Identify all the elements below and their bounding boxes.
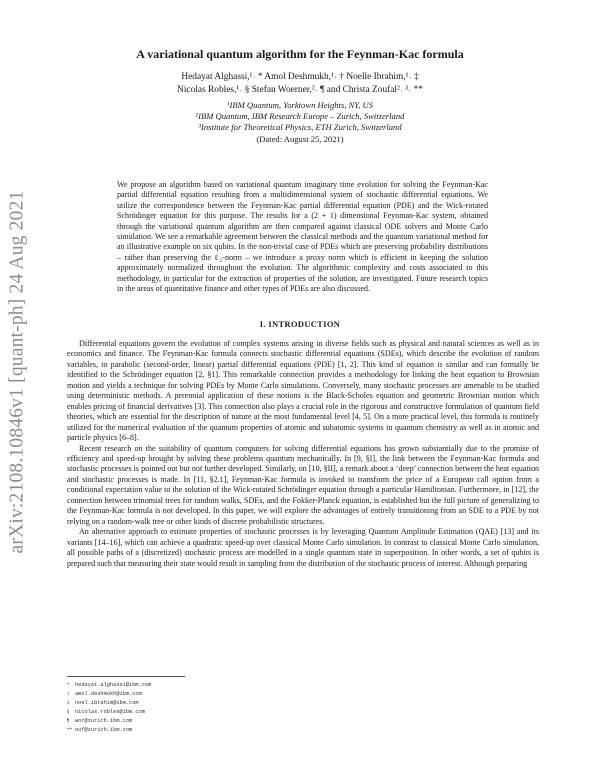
author-list-line-2: Nicolas Robles,¹˒ § Stefan Woerner,²˒ ¶ and Christa Zoufal²˒ ³˒ **	[177, 85, 423, 95]
footnote: ** ouf@zurich.ibm.com	[67, 727, 133, 734]
paper-title: A variational quantum algorithm for the Feynman-Kac formula	[136, 47, 464, 61]
footnote-divider	[67, 676, 185, 677]
affiliation-3: ³Institute for Theoretical Physics, ETH Zurich, Switzerland	[198, 122, 402, 132]
author-list-line-1: Hedayat Alghassi,¹˒ * Amol Deshmukh,¹˒ † Noelle Ibrahim,¹˒ ‡	[181, 72, 419, 82]
footnote: * hedayat.alghassi@ibm.com	[67, 682, 152, 688]
section-heading: I. INTRODUCTION	[259, 320, 341, 329]
arxiv-stamp	[2, 152, 32, 592]
paragraph: Differential equations govern the evolution of complex systems arising in diverse fields such as physical and natural sciences as well as in economics and finance. The Feynman-Kac formula connects stochastic differential equations (SDEs), which describe the evolution of random variables, to parabolic (second-order, linear) partial differential equations (PDE) [1, 2]. This kind of equation is similar and can formally be identified to the Schrödinger equation [2, §1]. This remarkable connection provides a methodology for linking the heat equation to Brownian motion and yields a technique for solving PDEs by Monte Carlo simulations. Conversely, many stochastic processes are amenable to be studied using deterministic methods. A perennial application of these notions is the Black-Scholes equation and geometric Brownian motion which enables pricing of financial derivatives [3]. This connection also plays a crucial role in the rigorous and constructive formulation of quantum field theories, which are essential for the description of nature at the most fundamental level [4, 5]. On a more practical level, this formula is routinely utilized for the numerical evaluation of the quantum properties of atomic and subatomic systems in quantum chemistry as well as in atomic and particle physics [6–8].	[67, 339, 539, 443]
paragraph: An alternative approach to estimate properties of stochastic processes is by leveraging Quantum Amplitude Estimation (QAE) [13] and its variants [14–16], which can achieve a quadratic speed-up over classical Monte Carlo simulation. In contrast to classical Monte Carlo simulation, all possible paths of a (discretized) stochastic process are modelled in a single quantum state in superposition. In other words, a set of qubits is prepared such that measuring their state would result in sampling from the distribution of the stochastic process of interest. Although preparing	[67, 527, 539, 568]
date-line: (Dated: August 25, 2021)	[256, 134, 344, 144]
arxiv-identifier: arXiv:2108.10846v1 [quant-ph] 24 Aug 2021	[6, 190, 28, 554]
abstract: We propose an algorithm based on variational quantum imaginary time evolution for solving the Feynman-Kac partial differential equation resulting from a multidimensional system of stochastic differential equations. We utilize the correspondence between the Feynman-Kac partial differential equation (PDE) and the Wick-rotated Schrödinger equation for this purpose. The results for a (2 + 1) dimensional Feynman-Kac system, obtained through the variational quantum algorithm are then compared against classical ODE solvers and Monte Carlo simulation. We see a remarkable agreement between the classical methods and the quantum variational method for an illustrative example on six qubits. In the non-trivial case of PDEs which are preserving probability distributions – rather than preserving the ℓ₂-norm – we introduce a proxy norm which is efficient in keeping the solution approximately normalized throughout the evolution. The algorithmic complexity and costs associated to this methodology, in particular for the extraction of properties of the solution, are investigated. Future research topics in the areas of quantitative finance and other types of PDEs are also discussed.	[117, 180, 488, 294]
footnote: § nicolas.robles@ibm.com	[67, 709, 145, 716]
footnote: ¶ wor@zurich.ibm.com	[67, 718, 133, 725]
body-text	[67, 339, 539, 569]
footnote: † amol.deshmukh@ibm.com	[67, 691, 142, 698]
affiliation-2: ²IBM Quantum, IBM Research Europe – Zurich, Switzerland	[195, 111, 405, 121]
footnote: ‡ noel.ibrahim@ibm.com	[67, 700, 139, 707]
affiliation-1: ¹IBM Quantum, Yorktown Heights, NY, US	[226, 100, 374, 110]
paragraph: Recent research on the suitability of quantum computers for solving differential equations has grown substantially due to the promise of efficiency and speed-up brought by solving these problems quantum mechanically. In [9, §I], the link between the Feynman-Kac formula and stochastic processes is pointed out but not further developed. Similarly, on [10, §II], a remark about a ‘deep’ connection between the heat equation and stochastic processes is made. In [11, §2.1], Feynman-Kac formula is invoked to transform the price of a European call option from a conditional expectation value to the solution of the Wick-rotated Schrödinger equation through a particular Hamiltonian. Furthermore, in [12], the connection between trinomial trees for random walks, SDEs, and the Fokker-Planck equation, is established but the full picture of generalizing to the Feynman-Kac formula is not developed. In this paper, we will explore the advantages of entirely transitioning from an SDE to a PDE by not relying on a random-walk tree or other kinds of discrete probabilistic structures.	[67, 443, 539, 526]
footnotes	[67, 681, 367, 736]
